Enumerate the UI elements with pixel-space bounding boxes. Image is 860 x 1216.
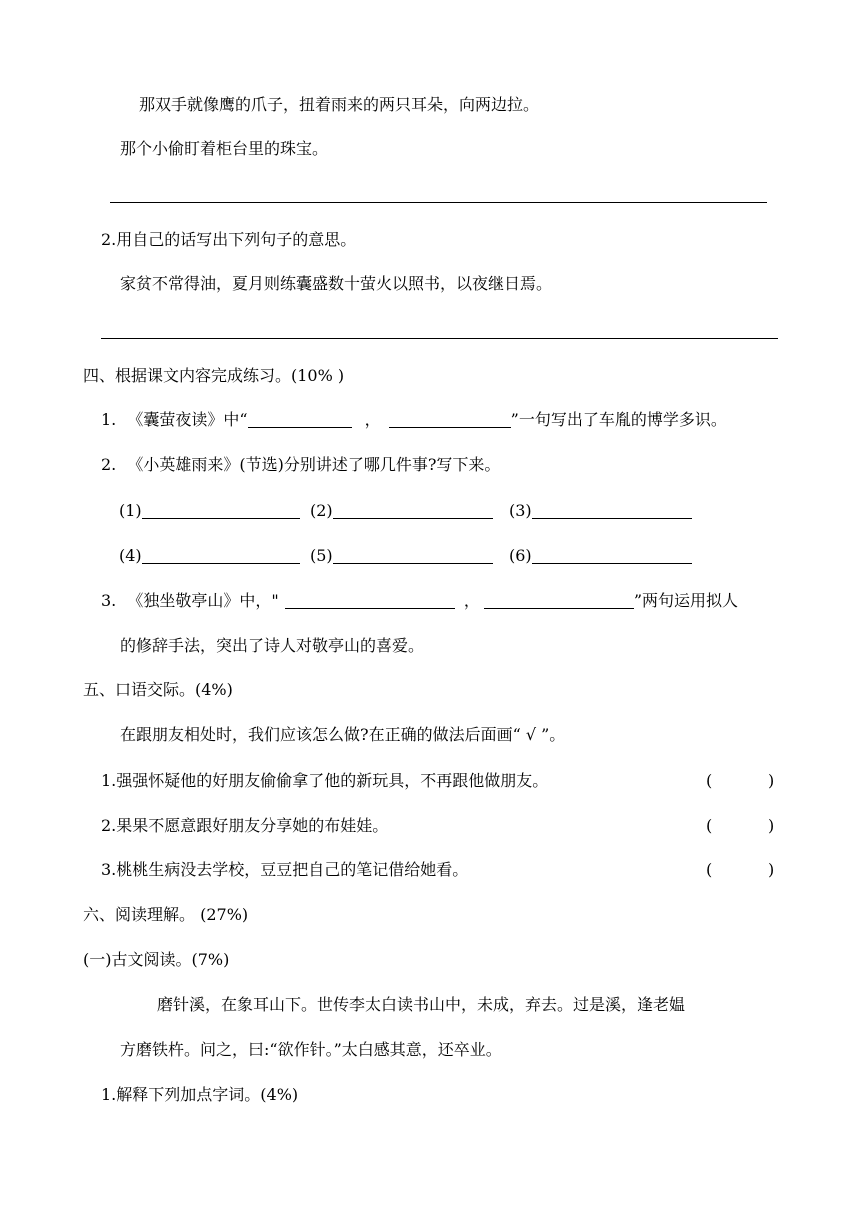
- item-text: ”两句运用拟人: [633, 591, 739, 610]
- sec6-question-1: 1.解释下列加点字词。(4%): [101, 1085, 299, 1104]
- sec4-item-2: [101, 455, 500, 475]
- event-slot-6[interactable]: [509, 546, 692, 566]
- fill-blank-1a[interactable]: [248, 411, 352, 428]
- answer-paren-open[interactable]: (: [706, 816, 713, 835]
- choice-item-3: 3.桃桃生病没去学校，豆豆把自己的笔记借给她看。: [101, 860, 469, 879]
- sec4-item-1: [101, 410, 727, 430]
- section-6-heading: 六、阅读理解。 (27%): [83, 905, 249, 924]
- item-number: 1.: [101, 410, 117, 429]
- fill-blank[interactable]: [142, 547, 300, 564]
- fill-blank[interactable]: [333, 502, 493, 519]
- item-text: 《囊萤夜读》中“: [127, 410, 248, 429]
- item-separator: ，: [463, 591, 480, 610]
- passage-line-2: 方磨铁杵。问之，曰:“欲作针。”太白感其意，还卒业。: [120, 1040, 502, 1059]
- passage-line-1: 磨针溪，在象耳山下。世传李太白读书山中，未成，弃去。过是溪，逢老媪: [157, 995, 686, 1014]
- event-slot-2[interactable]: [310, 501, 493, 521]
- slot-label: (1): [119, 501, 142, 520]
- choice-item-1: 1.强强怀疑他的好朋友偷偷拿了他的新玩具，不再跟他做朋友。: [101, 771, 549, 790]
- choice-item-2: 2.果果不愿意跟好朋友分享她的布娃娃。: [101, 816, 389, 835]
- section-5-intro: 在跟朋友相处时，我们应该怎么做?在正确的做法后面画“ √ ”。: [120, 725, 566, 744]
- event-slot-3[interactable]: [509, 501, 692, 521]
- event-slot-5[interactable]: [310, 546, 493, 566]
- fill-blank[interactable]: [532, 547, 692, 564]
- answer-line-2[interactable]: [101, 338, 778, 339]
- answer-paren-close[interactable]: ): [768, 816, 775, 835]
- event-slot-1[interactable]: [119, 501, 300, 521]
- slot-label: (5): [310, 546, 333, 565]
- answer-paren-open[interactable]: (: [706, 860, 713, 879]
- section-4-heading: 四、根据课文内容完成练习。(10% ): [83, 366, 345, 385]
- fill-blank[interactable]: [333, 547, 493, 564]
- answer-paren-close[interactable]: ): [768, 771, 775, 790]
- question-2-prompt: 2.用自己的话写出下列句子的意思。: [101, 230, 357, 249]
- answer-line-1[interactable]: [110, 202, 767, 203]
- slot-label: (3): [509, 501, 532, 520]
- answer-paren-open[interactable]: (: [706, 771, 713, 790]
- item-text: 《小英雄雨来》(节选)分别讲述了哪几件事?写下来。: [127, 455, 501, 474]
- fill-blank-3b[interactable]: [484, 592, 634, 609]
- item-text: ”一句写出了车胤的博学多识。: [510, 410, 727, 429]
- slot-label: (6): [509, 546, 532, 565]
- slot-label: (2): [310, 501, 333, 520]
- sentence-1: 那双手就像鹰的爪子，扭着雨来的两只耳朵，向两边拉。: [139, 95, 540, 114]
- section-5-heading: 五、口语交际。(4%): [83, 680, 233, 699]
- item-text: 《独坐敬亭山》中，": [127, 591, 279, 610]
- sentence-2: 那个小偷盯着柜台里的珠宝。: [120, 139, 329, 158]
- item-separator: ，: [364, 410, 381, 429]
- fill-blank[interactable]: [142, 502, 300, 519]
- answer-paren-close[interactable]: ): [768, 860, 775, 879]
- fill-blank[interactable]: [532, 502, 692, 519]
- fill-blank-3a[interactable]: [285, 592, 455, 609]
- item-number: 2.: [101, 455, 117, 474]
- sec4-item-3: [101, 591, 738, 611]
- fill-blank-1b[interactable]: [389, 411, 511, 428]
- slot-label: (4): [119, 546, 142, 565]
- question-2-sentence: 家贫不常得油，夏月则练囊盛数十萤火以照书，以夜继日焉。: [120, 274, 553, 293]
- event-slot-4[interactable]: [119, 546, 300, 566]
- sec4-item-3-cont: 的修辞手法，突出了诗人对敬亭山的喜爱。: [120, 636, 425, 655]
- item-number: 3.: [101, 591, 117, 610]
- subsection-1-heading: (一)古文阅读。(7%): [83, 950, 230, 969]
